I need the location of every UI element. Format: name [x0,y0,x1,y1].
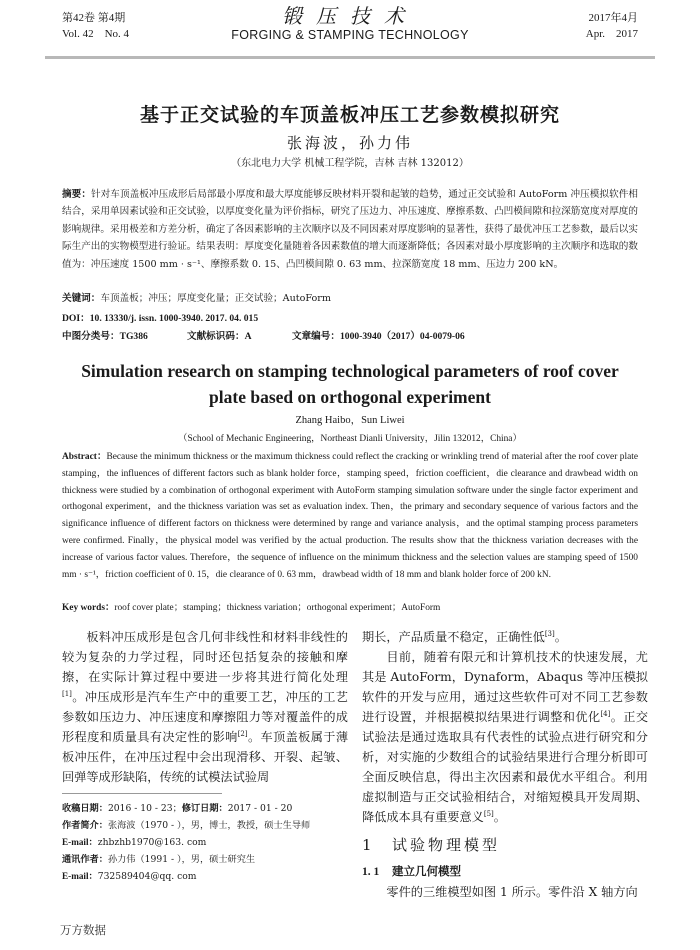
doi [62,310,258,324]
abstract-cn [62,186,638,273]
footnote-email-2 [62,868,310,885]
abstract-en-text: Because the minimum thickness or the maximum thickness could reflect the cracking or wrinkling trend of material after the roof cover plate stamping，the influences of different factors such as blank holder force，stamping speed，friction coefficient，die clearance and drawbead width on thickness were studied by a combination of orthogonal experiment with AutoForm stamping simulation software under the single factor experiment and orthogonal experiment，and the thickness variation was set as evaluation index. Then，the primary and secondary sequence of various factors and the significance influence of different factors on thickness were determined by range and variance analysis，and the optimal stamping process parameters were confirmed. Finally，the physical model was verified by the actual production. The results show that the thickness variation decreases with the increase of various factor values. Therefore，the sequence of influence on the minimum thickness and the selection values are stamping speed of 1500 mm · s⁻¹，friction coefficient of 0. 15，die clearance of 0. 63 mm，drawbead width of 18 mm and blank holder force of 200 kN. [62,452,639,580]
paper-title-cn: 基于正交试验的车顶盖板冲压工艺参数模拟研究 [139,104,560,126]
article-number-value: 1000-3940（2017）04-0079-06 [339,331,465,342]
affiliation-cn: （东北电力大学 机械工程学院，吉林 吉林 132012） [231,158,469,169]
watermark: 万方数据 [60,923,106,937]
body-column-left [62,627,348,787]
authors-en: Zhang Haibo，Sun Liwei [295,415,405,426]
doi-label: DOI： [62,313,90,324]
affiliation-en: （School of Mechanic Engineering，Northeast Dianli University，Jilin 132012，China） [178,434,522,444]
footnote-email-1 [62,834,310,851]
citation-ref[interactable]: [3] [544,630,555,638]
header-rule [45,56,655,59]
body-text: 期长，产品质量不稳定，正确性低 [362,630,545,644]
paper-title-en-text: Simulation research on stamping technological parameters of roof cover plate based on orthogonal experiment [81,361,619,407]
subsection-heading [362,861,648,882]
revised-date: 2017 - 01 - 20 [227,803,293,814]
doc-code-value: A [244,331,252,342]
section-number: 1 [362,836,372,854]
abstract-en-label: Abstract： [62,452,107,462]
body-text: 。 [554,630,567,644]
body-text: 目前，随着有限元和计算机技术的快速发展，尤其是 AutoForm，Dynaform，Abaqus 等冲压模拟软件的开发与应用，通过这些软件可对不同工艺参数进行设置，并根据模拟结果进行调整和优化 [362,650,648,724]
body-paragraph [362,647,648,827]
footnote-corresponding [62,851,310,868]
footnote-dates [62,800,310,817]
email-link[interactable]: 732589404@qq. com [97,871,197,882]
keywords-en-text: roof cover plate；stamping；thickness variation；orthogonal experiment；AutoForm [114,603,441,613]
body-column-right [362,627,648,902]
volume-cn: 第42卷 第4期 [62,12,126,24]
email-label: E-mail： [62,837,98,847]
citation-ref[interactable]: [2] [237,730,248,738]
keywords-cn-label: 关键词： [62,293,101,304]
body-text: 。冲压成形是汽车生产中的重要工艺，冲压的工艺参数如压边力、冲压速度和摩擦阻力等对覆盖件的成形程度和质量具有决定性的影响 [62,690,348,744]
body-text: 。正交试验法是通过选取具有代表性的试验点进行研究和分析，对实施的少数组合的试验结果进行合理分析即可全面反映信息，得出主次因素和最优水平组合。利用虚拟制造与正交试验相结合，对缩短模具开发周期、降低成本具有重要意义 [362,710,649,824]
abstract-cn-text: 针对车顶盖板冲压成形后局部最小厚度和最大厚度能够反映材料开裂和起皱的趋势，通过正交试验和 AutoForm 冲压模拟软件相结合，采用单因素试验和正交试验，以厚度变化量为评价指标，研究了压边力、冲压速度、摩擦系数、凸凹模间隙和拉深筋宽度对厚度的影响规律。采用极差和方差分析，确定了各因素影响的主次顺序以及不同因素对厚度影响的显著性，获得了最优冲压工艺参数，最后以实际生产出的实物模型进行验证。结果表明：厚度变化量随着各因素数值的增大而逐渐降低；各因素对最小厚度影响的主次顺序和选取的数值为：冲压速度 1500 mm · s⁻¹、摩擦系数 0. 15、凸凹模间隙 0. 63 mm、拉深筋宽度 18 mm、压边力 200 kN。 [62,189,639,270]
footnote-rule [62,793,222,794]
clc-value: TG386 [119,331,148,342]
doc-code-label: 文献标识码： [187,331,245,342]
section-heading [362,835,648,855]
email-label: E-mail： [62,871,98,881]
email-link[interactable]: zhbzhb1970@163. com [97,837,207,848]
footnotes [62,800,310,885]
body-paragraph [62,627,348,787]
keywords-cn-text: 车顶盖板；冲压；厚度变化量；正交试验；AutoForm [100,293,331,304]
subsection-number: 1. 1 [362,866,380,878]
date-cn: 2017年4月 [588,12,638,24]
received-label: 收稿日期： [62,803,108,814]
bio-label: 作者简介： [62,820,108,831]
abstract-en [62,449,638,583]
body-paragraph [362,627,648,647]
corresponding-text: 孙力伟（1991 - ），男，硕士研究生 [107,854,256,865]
corresponding-label: 通讯作者： [62,854,108,865]
journal-name-cn: 锻压技术 [282,4,418,28]
body-paragraph: 零件的三维模型如图 1 所示。零件沿 X 轴方向 [386,885,638,899]
revised-label: 修订日期： [181,803,228,814]
date-en: Apr. 2017 [585,28,638,40]
bio-text: 张海波（1970 - ），男，博士，教授，硕士生导师 [107,820,311,831]
abstract-cn-label: 摘要： [62,189,91,200]
body-text: 。车顶盖板属于薄板冲压件，在冲压过程中会出现滑移、开裂、起皱、回弹等成形缺陷，传统的试模法试验周 [62,730,349,784]
keywords-cn [62,290,331,304]
body-text: 板料冲压成形是包含几何非线性和材料非线性的较为复杂的力学过程，同时还包括复杂的接触和摩擦，在实际计算过程中要进一步将其进行简化处理 [62,630,348,684]
keywords-en [62,599,440,613]
citation-ref[interactable]: [4] [600,710,611,718]
authors-cn: 张海波，孙力伟 [286,134,413,152]
footnote-author-bio [62,817,310,834]
classification-row [62,328,465,342]
received-date: 2016 - 10 - 23； [107,803,182,814]
body-text: 。 [493,810,506,824]
keywords-en-label: Key words： [62,603,115,613]
doi-value[interactable]: 10. 13330/j. issn. 1000-3940. 2017. 04. 015 [89,313,259,324]
volume-en: Vol. 42 No. 4 [62,28,130,40]
article-number-label: 文章编号： [292,331,340,342]
article-number [292,328,465,342]
issue-date [586,10,638,42]
clc-number [62,328,187,342]
clc-label: 中图分类号： [62,331,120,342]
journal-name-en: FORGING & STAMPING TECHNOLOGY [231,28,469,42]
subsection-title: 建立几何模型 [392,864,461,878]
section-title: 试验物理模型 [392,836,501,854]
paper-title-en [0,358,700,410]
doc-code [187,328,292,342]
citation-ref[interactable]: [5] [483,810,494,818]
citation-ref[interactable]: [1] [62,690,72,698]
